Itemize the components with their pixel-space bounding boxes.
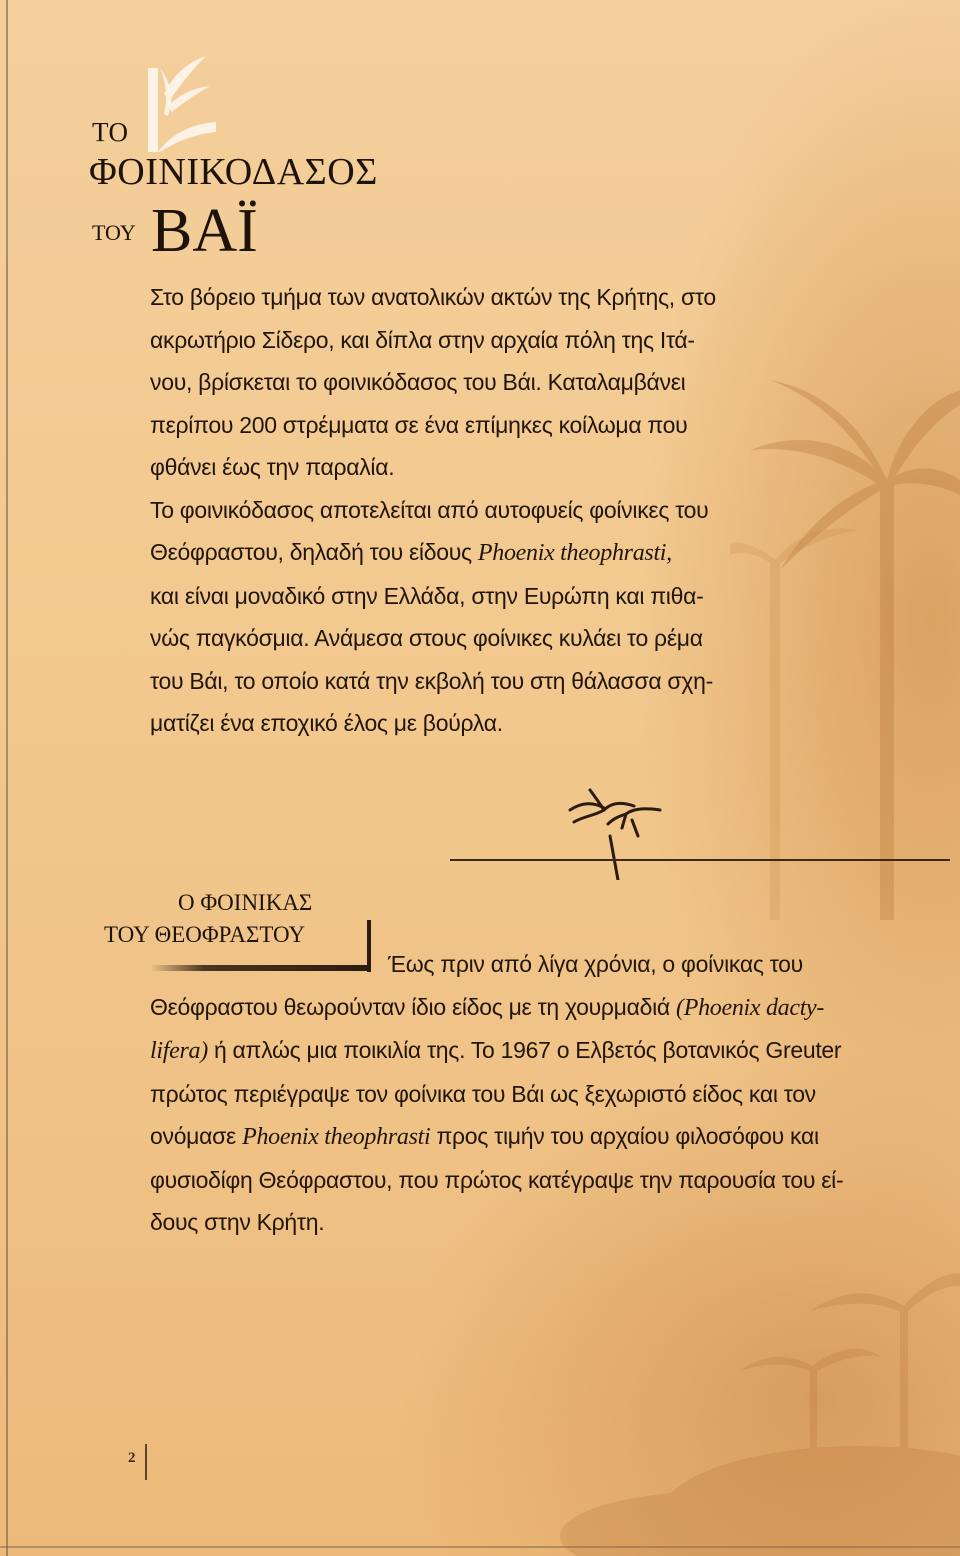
text-line: νου, βρίσκεται το φοινικόδασος του Βάι. Καταλαμβάνει (150, 369, 686, 395)
title-genitive-article: ΤΟΥ (92, 220, 136, 245)
text-line (150, 986, 870, 1030)
page-title: ΦΟΙΝΙΚΟΔΑΣΟΣ (89, 151, 378, 193)
species-name: lifera) (150, 1038, 208, 1064)
text-line: νώς παγκόσμια. Ανάμεσα στους φοίνικες κυλάει το ρέμα (150, 625, 703, 651)
section-divider (450, 859, 950, 861)
section-heading-line: ΤΟΥ ΘΕΟΦΡΑΣΤΟΥ (104, 922, 306, 947)
text-run: Θεόφραστου θεωρούνταν ίδιο είδος με τη χουρμαδιά (150, 993, 677, 1020)
section-heading-line: Ο ΦΟΙΝΙΚΑΣ (178, 890, 313, 915)
text-line (150, 531, 710, 575)
text-line: του Βάι, το οποίο κατά την εκβολή του στη θάλασσα σχη- (150, 667, 713, 694)
text-line: περίπου 200 στρέμματα σε ένα επίμηκες κοίλωμα που (150, 411, 688, 438)
text-line: δους στην Κρήτη. (150, 1209, 325, 1235)
scan-edge-line (6, 0, 8, 1556)
text-line: ακρωτήριο Σίδερο, και δίπλα στην αρχαία πόλη της Ιτά- (150, 326, 695, 353)
text-line: και είναι μοναδικό στην Ελλάδα, στην Ευρώπη και πιθα- (150, 582, 704, 609)
body-paragraph (150, 943, 870, 1244)
title-place-name: ΒΑΪ (151, 197, 258, 265)
text-line: Έως πριν από λίγα χρόνια, ο φοίνικας του (388, 951, 803, 977)
species-name: Phoenix theophrasti (242, 1124, 431, 1150)
palm-grove-image (400, 1216, 960, 1556)
intro-paragraph (150, 276, 716, 745)
page-number: 2 (128, 1450, 136, 1466)
text-line: ματίζει ένα εποχικό έλος με βούρλα. (150, 710, 503, 736)
text-run: ονόμασε (150, 1123, 243, 1149)
species-name: Phoenix theophrasti, (477, 540, 672, 566)
title-article: ΤΟ (92, 117, 129, 147)
text-line (150, 1115, 870, 1159)
text-line: φυσιοδίφη Θεόφραστου, που πρώτος κατέγραψε την παρουσία του εί- (150, 1166, 844, 1193)
palm-logo-icon (146, 54, 216, 154)
page-number-rule (145, 1444, 147, 1480)
text-line: φθάνει έως την παραλία. (150, 454, 395, 480)
text-run: προς τιμήν του αρχαίου φιλοσόφου και (430, 1123, 819, 1149)
species-name: (Phoenix dacty- (676, 994, 825, 1021)
text-line: Το φοινικόδασος αποτελείται από αυτοφυείς φοίνικες του (150, 496, 709, 523)
palm-background-image (730, 360, 960, 920)
text-line: πρώτος περιέγραψε τον φοίνικα του Βάι ως ξεχωριστό είδος και τον (150, 1080, 816, 1107)
text-run: Θεόφραστου, δηλαδή του είδους (150, 539, 478, 565)
text-line (150, 1029, 870, 1073)
text-run: ή απλώς μια ποικιλία της. Το 1967 ο Ελβετός βοτανικός Greuter (207, 1037, 842, 1063)
palm-ornament-icon (560, 780, 670, 880)
text-line: Στο βόρειο τμήμα των ανατολικών ακτών της Κρήτης, στο (150, 284, 716, 310)
page-number-block (110, 1444, 150, 1480)
